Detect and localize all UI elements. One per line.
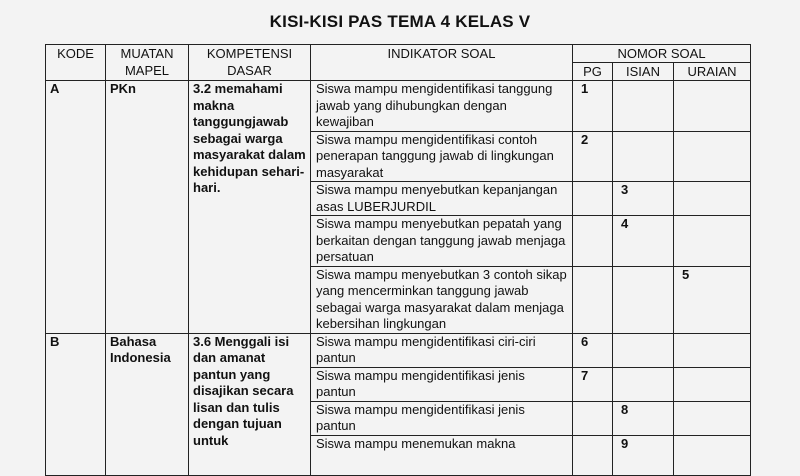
pg-cell <box>573 182 613 216</box>
kompetensi-cell: 3.2 memahami makna tanggungjawab sebagai warga masyarakat dalam kehidupan sehari-hari. <box>189 81 311 334</box>
isian-cell: 8 <box>613 401 674 435</box>
header-kode: KODE <box>46 45 106 81</box>
isian-cell: 3 <box>613 182 674 216</box>
kode-cell: A <box>46 81 106 334</box>
isian-cell <box>613 131 674 182</box>
uraian-cell <box>674 182 751 216</box>
isian-cell <box>613 81 674 132</box>
pg-cell <box>573 216 613 267</box>
uraian-cell <box>674 367 751 401</box>
isian-cell <box>613 367 674 401</box>
muatan-cell: Bahasa Indonesia <box>106 333 189 475</box>
kisi-kisi-table <box>45 44 751 476</box>
header-uraian: URAIAN <box>674 63 751 81</box>
header-nomor-soal: NOMOR SOAL <box>573 45 751 63</box>
header-indikator-soal: INDIKATOR SOAL <box>311 45 573 81</box>
indikator-cell: Siswa mampu mengidentifikasi tanggung jawab yang dihubungkan dengan kewajiban <box>311 81 573 132</box>
table-row <box>46 333 751 367</box>
uraian-cell <box>674 216 751 267</box>
isian-cell: 4 <box>613 216 674 267</box>
indikator-cell: Siswa mampu mengidentifikasi ciri-ciri pantun <box>311 333 573 367</box>
kode-cell: B <box>46 333 106 475</box>
indikator-cell: Siswa mampu mengidentifikasi jenis pantun <box>311 367 573 401</box>
isian-cell <box>613 266 674 333</box>
uraian-cell <box>674 435 751 475</box>
indikator-cell: Siswa mampu menyebutkan pepatah yang berkaitan dengan tanggung jawab menjaga persatuan <box>311 216 573 267</box>
pg-cell <box>573 266 613 333</box>
header-pg: PG <box>573 63 613 81</box>
indikator-cell: Siswa mampu menyebutkan 3 contoh sikap yang mencerminkan tanggung jawab sebagai warga masyarakat dalam menjaga kebersihan lingkungan <box>311 266 573 333</box>
indikator-cell: Siswa mampu menemukan makna <box>311 435 573 475</box>
uraian-cell <box>674 81 751 132</box>
uraian-cell: 5 <box>674 266 751 333</box>
pg-cell: 2 <box>573 131 613 182</box>
indikator-cell: Siswa mampu mengidentifikasi jenis pantun <box>311 401 573 435</box>
document-title: KISI-KISI PAS TEMA 4 KELAS V <box>269 12 531 31</box>
header-kompetensi-dasar: KOMPETENSI DASAR <box>189 45 311 81</box>
header-isian: ISIAN <box>613 63 674 81</box>
indikator-cell: Siswa mampu mengidentifikasi contoh penerapan tanggung jawab di lingkungan masyarakat <box>311 131 573 182</box>
isian-cell <box>613 333 674 367</box>
pg-cell: 1 <box>573 81 613 132</box>
kompetensi-cell: 3.6 Menggali isi dan amanat pantun yang disajikan secara lisan dan tulis dengan tujuan untuk <box>189 333 311 475</box>
uraian-cell <box>674 131 751 182</box>
pg-cell <box>573 401 613 435</box>
indikator-cell: Siswa mampu menyebutkan kepanjangan asas LUBERJURDIL <box>311 182 573 216</box>
isian-cell: 9 <box>613 435 674 475</box>
pg-cell: 7 <box>573 367 613 401</box>
header-muatan-mapel: MUATAN MAPEL <box>106 45 189 81</box>
pg-cell: 6 <box>573 333 613 367</box>
table-row <box>46 81 751 132</box>
uraian-cell <box>674 333 751 367</box>
pg-cell <box>573 435 613 475</box>
uraian-cell <box>674 401 751 435</box>
muatan-cell: PKn <box>106 81 189 334</box>
